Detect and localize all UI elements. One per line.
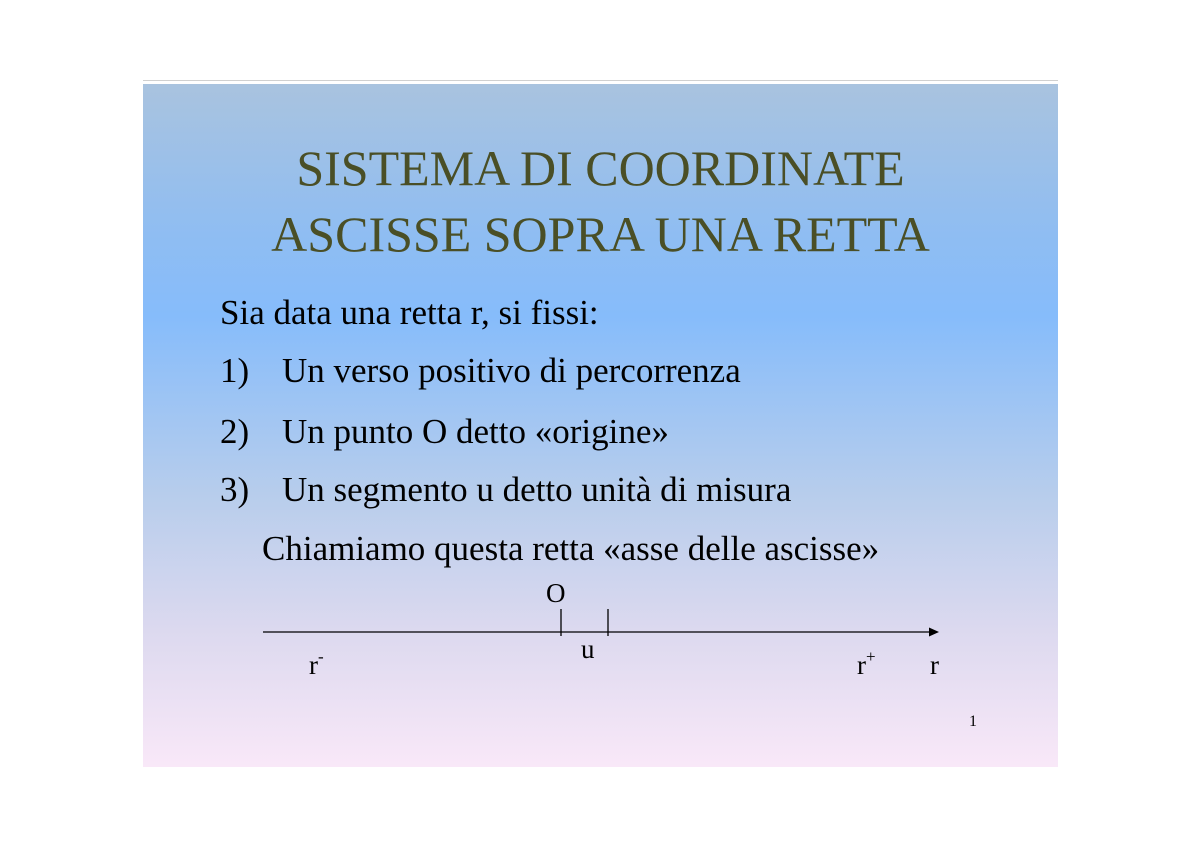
- slide-title-line-1: SISTEMA DI COORDINATE: [296, 140, 905, 196]
- list-item-number: 2): [220, 412, 250, 451]
- intro-text: Sia data una retta r, si fissi:: [220, 293, 599, 332]
- origin-label: O: [546, 578, 566, 608]
- line-name-label: r: [930, 650, 939, 680]
- unit-label: u: [581, 634, 595, 664]
- conclusion-text: Chiamiamo questa retta «asse delle ascisse»: [262, 529, 880, 568]
- positive-half-label: [857, 647, 876, 684]
- list-item-text: Un punto O detto «origine»: [282, 412, 669, 451]
- negative-sign: -: [318, 647, 324, 666]
- abscissa-axis-diagram: [143, 84, 1058, 767]
- page-top-rule: [143, 80, 1058, 81]
- axis-arrow-head: [929, 628, 939, 637]
- positive-sign: +: [866, 647, 876, 666]
- slide: [143, 84, 1058, 767]
- page-number: 1: [969, 713, 977, 730]
- positive-half-letter: r: [857, 650, 866, 680]
- negative-half-label: [309, 647, 324, 684]
- list-item-text: Un segmento u detto unità di misura: [282, 470, 792, 509]
- list-item-number: 3): [220, 470, 250, 509]
- slide-title-line-2: ASCISSE SOPRA UNA RETTA: [271, 206, 930, 262]
- list-item-text: Un verso positivo di percorrenza: [282, 351, 741, 390]
- list-item-number: 1): [220, 351, 250, 390]
- negative-half-letter: r: [309, 650, 318, 680]
